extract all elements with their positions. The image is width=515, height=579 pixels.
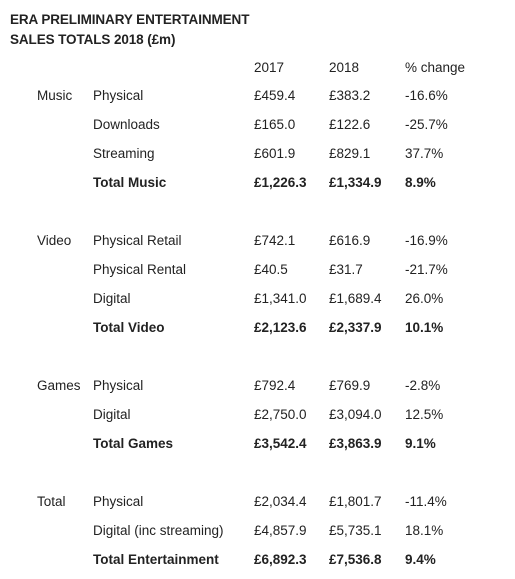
row-label: Physical	[93, 494, 144, 509]
value-2018: £1,334.9	[329, 175, 382, 190]
value-2018: £5,735.1	[329, 523, 382, 538]
value-2018: £31.7	[329, 262, 363, 277]
row-label: Digital (inc streaming)	[93, 523, 224, 538]
value-pct-change: -2.8%	[405, 378, 441, 393]
value-pct-change: 8.9%	[405, 175, 436, 190]
row-label: Physical	[93, 88, 144, 103]
value-2017: £601.9	[254, 146, 296, 161]
table-row	[0, 231, 515, 251]
value-pct-change: 9.1%	[405, 436, 436, 451]
row-label: Total Entertainment	[93, 552, 219, 567]
value-2018: £7,536.8	[329, 552, 382, 567]
row-label: Streaming	[93, 146, 155, 161]
value-2018: £616.9	[329, 233, 371, 248]
row-label: Total Video	[93, 320, 165, 335]
row-label: Physical	[93, 378, 144, 393]
value-2017: £165.0	[254, 117, 296, 132]
row-label: Digital	[93, 291, 131, 306]
table-row	[0, 115, 515, 135]
value-pct-change: -25.7%	[405, 117, 448, 132]
value-pct-change: 26.0%	[405, 291, 444, 306]
row-label: Digital	[93, 407, 131, 422]
title-line-1: ERA PRELIMINARY ENTERTAINMENT	[10, 12, 250, 27]
value-2017: £1,226.3	[254, 175, 307, 190]
value-pct-change: 10.1%	[405, 320, 444, 335]
table-title	[10, 10, 249, 50]
value-pct-change: -16.9%	[405, 233, 448, 248]
value-2017: £6,892.3	[254, 552, 307, 567]
group-label: Total	[37, 494, 66, 509]
header-2018: 2018	[329, 60, 360, 75]
table-row	[0, 289, 515, 309]
value-2017: £3,542.4	[254, 436, 307, 451]
total-row	[0, 318, 515, 338]
value-2017: £742.1	[254, 233, 296, 248]
value-2017: £2,123.6	[254, 320, 307, 335]
value-2017: £40.5	[254, 262, 288, 277]
value-2018: £769.9	[329, 378, 371, 393]
value-2017: £4,857.9	[254, 523, 307, 538]
table-row	[0, 144, 515, 164]
value-pct-change: 9.4%	[405, 552, 436, 567]
value-pct-change: 18.1%	[405, 523, 444, 538]
value-2018: £122.6	[329, 117, 371, 132]
total-row	[0, 173, 515, 193]
value-pct-change: 12.5%	[405, 407, 444, 422]
title-line-2: SALES TOTALS 2018 (£m)	[10, 32, 176, 47]
total-row	[0, 550, 515, 570]
value-2017: £1,341.0	[254, 291, 307, 306]
header-pct-change: % change	[405, 60, 466, 75]
value-2018: £829.1	[329, 146, 371, 161]
table-row	[0, 405, 515, 425]
value-pct-change: -11.4%	[405, 494, 447, 509]
row-label: Total Games	[93, 436, 174, 451]
value-2018: £1,801.7	[329, 494, 382, 509]
total-row	[0, 434, 515, 454]
value-2018: £383.2	[329, 88, 371, 103]
table-row	[0, 86, 515, 106]
group-label: Video	[37, 233, 72, 248]
value-2018: £3,863.9	[329, 436, 382, 451]
table-row	[0, 492, 515, 512]
value-2017: £2,750.0	[254, 407, 307, 422]
value-2018: £2,337.9	[329, 320, 382, 335]
row-label: Physical Rental	[93, 262, 187, 277]
value-2017: £459.4	[254, 88, 296, 103]
header-2017: 2017	[254, 60, 285, 75]
value-pct-change: -21.7%	[405, 262, 448, 277]
table-row	[0, 376, 515, 396]
value-pct-change: 37.7%	[405, 146, 444, 161]
value-2017: £2,034.4	[254, 494, 307, 509]
group-label: Games	[37, 378, 81, 393]
value-2017: £792.4	[254, 378, 296, 393]
table-row	[0, 521, 515, 541]
value-2018: £3,094.0	[329, 407, 382, 422]
value-2018: £1,689.4	[329, 291, 382, 306]
row-label: Total Music	[93, 175, 167, 190]
group-label: Music	[37, 88, 73, 103]
table-row	[0, 260, 515, 280]
row-label: Physical Retail	[93, 233, 182, 248]
value-pct-change: -16.6%	[405, 88, 448, 103]
row-label: Downloads	[93, 117, 160, 132]
